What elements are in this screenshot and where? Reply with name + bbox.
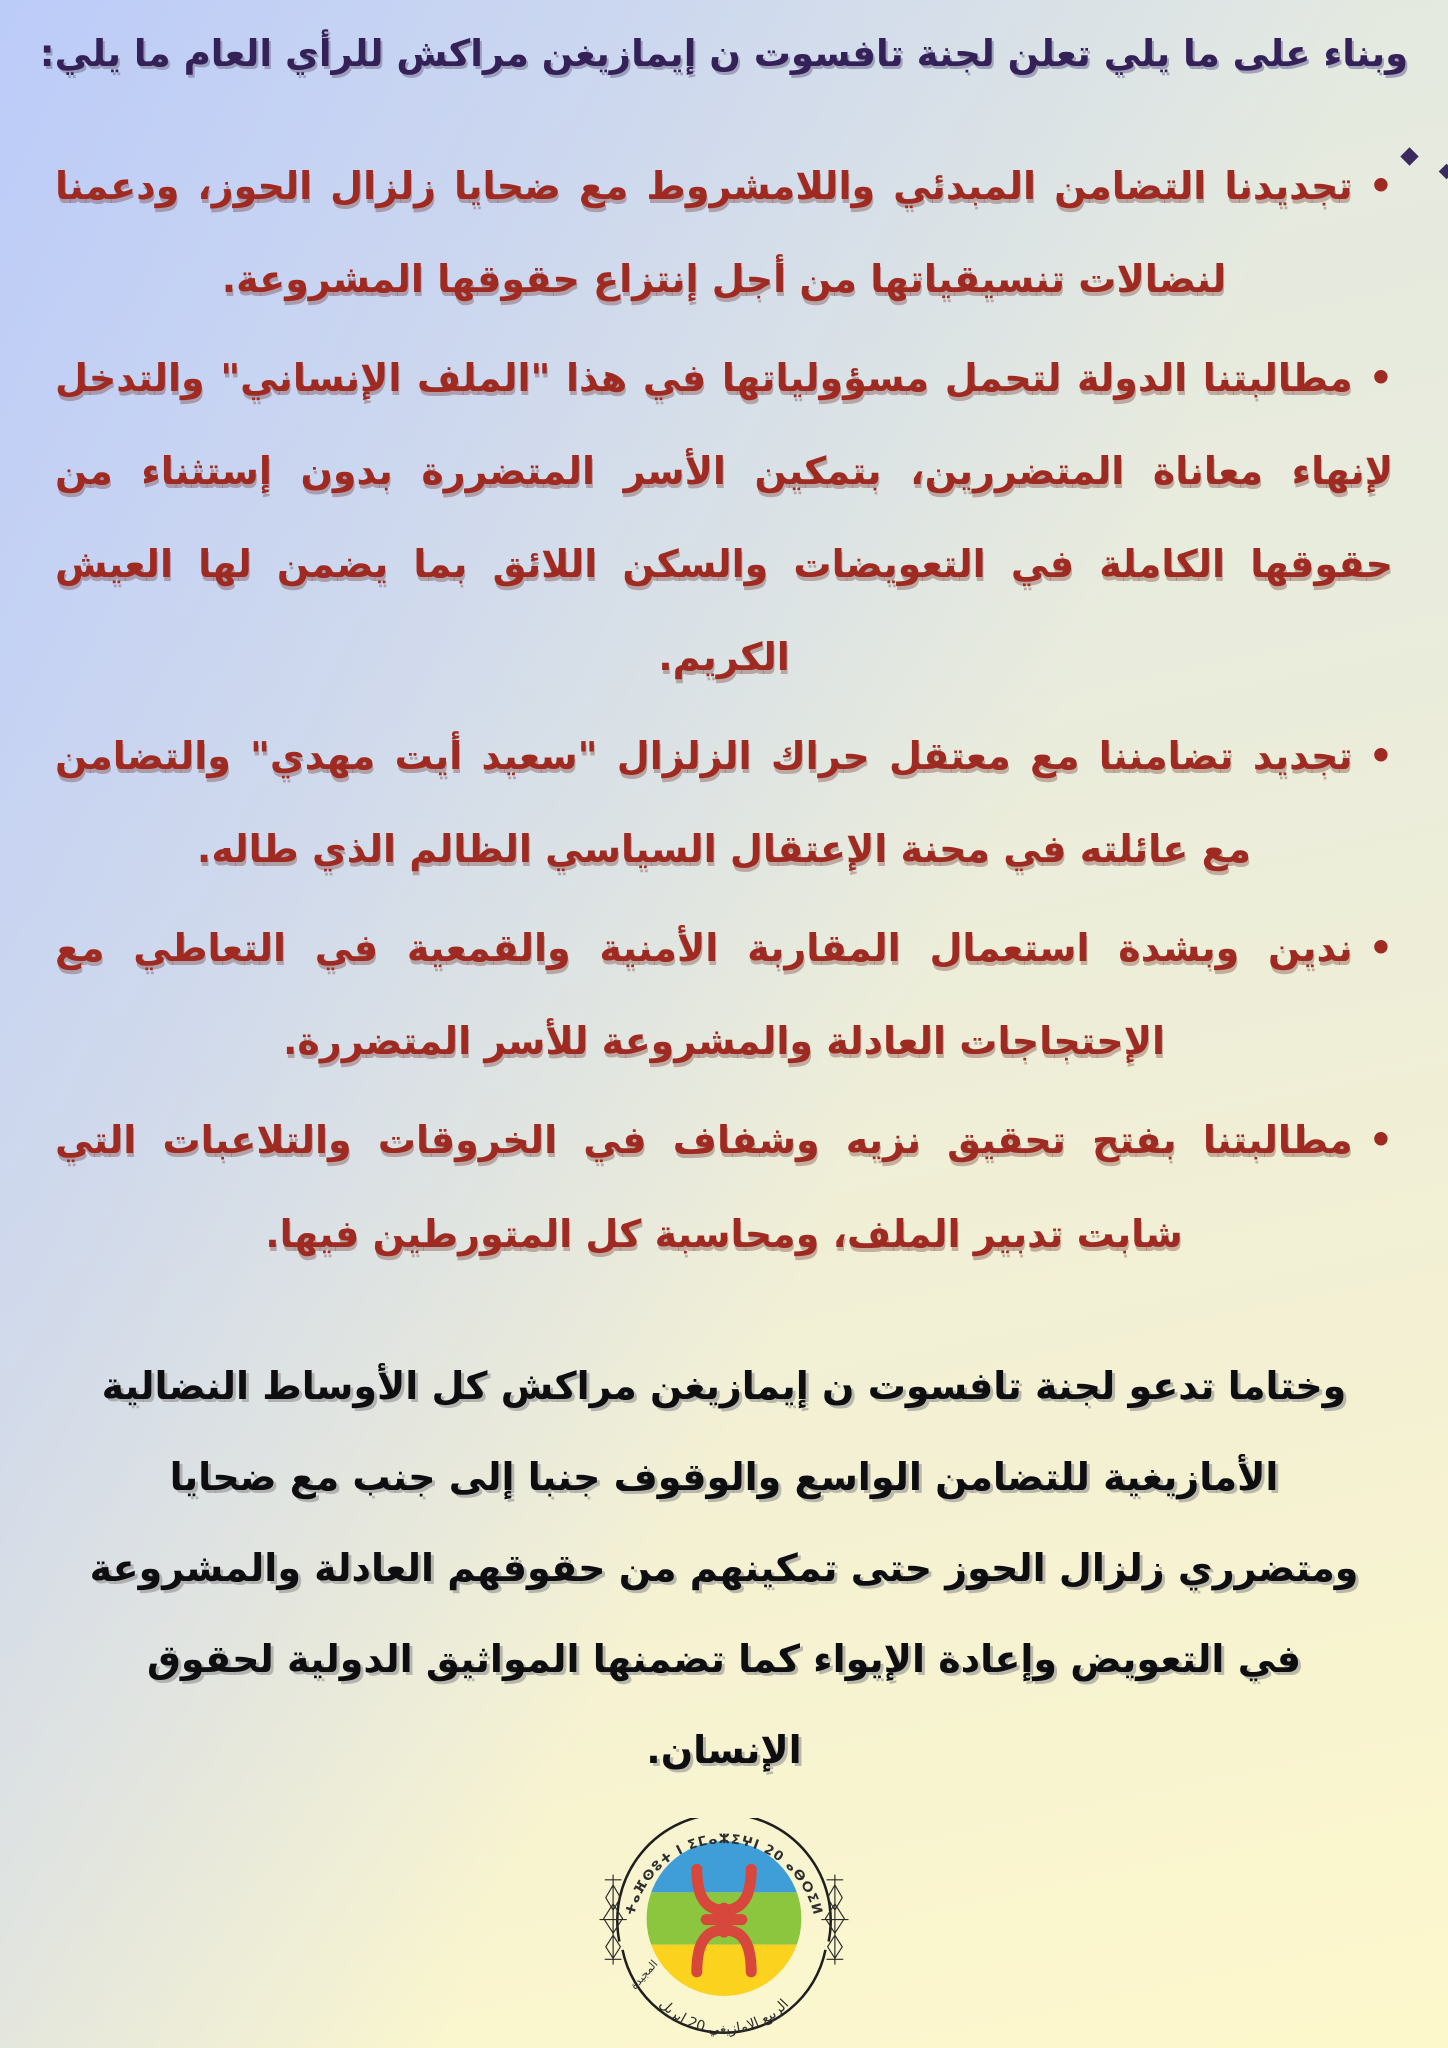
list-item bbox=[55, 1094, 1393, 1280]
bullet-icon: • bbox=[1368, 734, 1393, 779]
statement-intro-heading: وبناء على ما يلي تعلن لجنة تافسوت ن إيمازيغن مراكش للرأي العام ما يلي: bbox=[39, 32, 1409, 75]
logo-bottom-arc-text: الربيع الامازيغي 20 ابريل bbox=[655, 1996, 793, 2038]
bullet-icon: • bbox=[1368, 926, 1393, 971]
list-item bbox=[55, 902, 1393, 1088]
bullet-icon: • bbox=[1368, 355, 1393, 400]
logo-top-arc-text: ⵜⴰⴼⵙⵓⵜ ⵏ ⵉⵎⴰⵣⵉⵖⵏ 20 ⴰⴱⵔⵉⵍ bbox=[623, 1832, 825, 1918]
list-item-text: مطالبتنا الدولة لتحمل مسؤولياتها في هذا "الملف الإنساني" والتدخل لإنهاء معاناة المتضررين، بتمكين الأسر المتضررة بدون إستثناء من حقوقها الكاملة في التعويضات والسكن اللائق بما يضمن لها العيش الكريم. bbox=[55, 355, 1393, 679]
logo-side-word: المجيدة bbox=[627, 1957, 661, 1993]
tafsut-n-imazighen-logo bbox=[588, 1818, 860, 2044]
list-item-text: تجديدنا التضامن المبدئي واللامشروط مع ضحايا زلزال الحوز، ودعمنا لنضالات تنسيقياتها من أجل إنتزاع حقوقها المشروعة. bbox=[55, 163, 1353, 301]
amazigh-spring-seal bbox=[588, 1818, 860, 2040]
list-item-text: تجديد تضامننا مع معتقل حراك الزلزال "سعيد أيت مهدي" والتضامن مع عائلته في محنة الإعتقال السياسي الظالم الذي طاله. bbox=[55, 734, 1353, 872]
bullet-icon: • bbox=[1368, 163, 1393, 208]
list-item-text: مطالبتنا بفتح تحقيق نزيه وشفاف في الخروقات والتلاعبات التي شابت تدبير الملف، ومحاسبة كل المتورطين فيها. bbox=[55, 1118, 1353, 1256]
list-item bbox=[55, 332, 1393, 704]
list-item bbox=[55, 140, 1393, 326]
demands-list bbox=[0, 140, 1448, 1281]
closing-paragraph: وختاما تدعو لجنة تافسوت ن إيمازيغن مراكش كل الأوساط النضالية الأمازيغية للتضامن الواسع والوقوف جنبا إلى جنب مع ضحايا ومتضرري زلزال الحوز حتى تمكينهم من حقوقهم العادلة والمشروعة في التعويض وإعادة الإيواء كما تضمنها المواثيق الدولية لحقوق الإنسان. bbox=[89, 1363, 1359, 1773]
bullet-icon: • bbox=[1368, 1118, 1393, 1163]
list-item-text: ندين وبشدة استعمال المقاربة الأمنية والقمعية في التعاطي مع الإحتجاجات العادلة والمشروعة للأسر المتضررة. bbox=[55, 926, 1353, 1064]
list-item bbox=[55, 710, 1393, 896]
